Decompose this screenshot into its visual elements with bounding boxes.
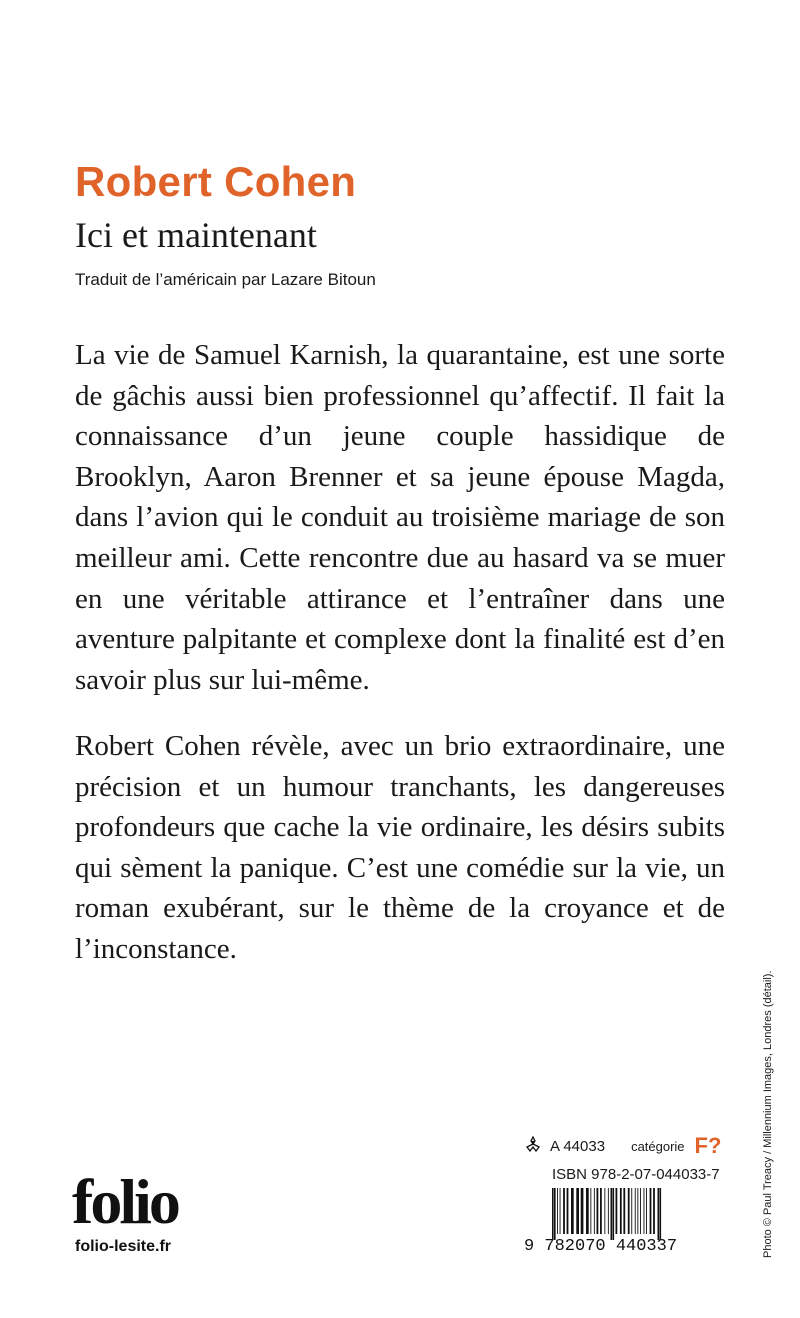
category-label: catégorie [631, 1138, 685, 1154]
publisher-mark-icon [524, 1136, 542, 1156]
product-code: A 44033 [550, 1137, 606, 1155]
translator-credit: Traduit de l’américain par Lazare Bitoun [75, 270, 376, 289]
barcode-digits: 9 782070 440337 [524, 1237, 678, 1256]
author-name: Robert Cohen [75, 158, 357, 205]
product-code-line [524, 1133, 721, 1159]
folio-logo: folio [72, 1166, 178, 1237]
barcode [550, 1188, 726, 1240]
publisher-site: folio-lesite.fr [75, 1238, 172, 1255]
isbn: ISBN 978-2-07-044033-7 [552, 1166, 720, 1183]
blurb-paragraph-1: La vie de Samuel Karnish, la quarantaine, est une sorte de gâchis aussi bien professionnel qu’affectif. Il fait la connaissance d’un jeune couple hassidique de Brooklyn, Aaron Brenner et sa jeune épouse Magda, dans l’avion qui le conduit au troisième mariage de son meilleur ami. Cette rencontre due au hasard va se muer en une véritable attirance et l’entraîner dans une aventure palpitante et complexe dont la finalité est d’en savoir plus sur lui-même. [75, 339, 725, 696]
blurb-paragraph-2: Robert Cohen révèle, avec un brio extraordinaire, une précision et un humour tranchants, les dangereuses profondeurs que cache la vie ordinaire, les désirs subits qui sèment la panique. C’est une comédie sur la vie, un roman exubérant, sur le thème de la croyance et de l’inconstance. [75, 730, 725, 965]
photo-credit: Photo © Paul Treacy / Millennium Images, Londres (détail). [762, 970, 774, 1258]
book-title: Ici et maintenant [75, 215, 317, 255]
category-value: F? [694, 1133, 722, 1158]
